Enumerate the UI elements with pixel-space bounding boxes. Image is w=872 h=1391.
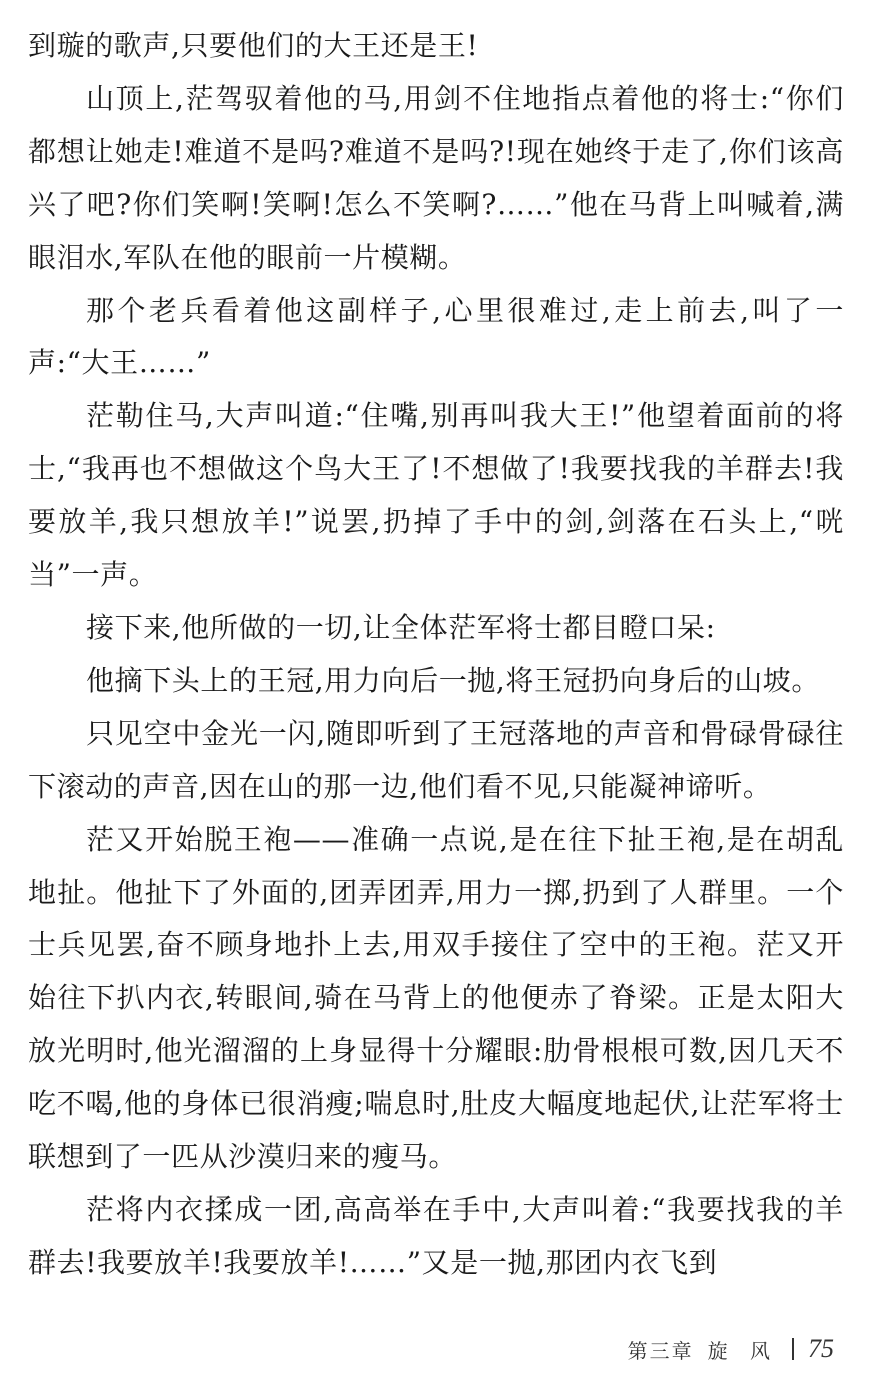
page-number: 75 <box>808 1334 834 1363</box>
paragraph: 到璇的歌声,只要他们的大王还是王! <box>28 29 479 62</box>
paragraph: 那个老兵看着他这副样子,心里很难过,走上前去,叫了一声:“大王……” <box>28 293 844 380</box>
chapter-title: 旋 风 <box>707 1338 778 1363</box>
body-text <box>28 20 844 1290</box>
page-footer <box>628 1334 834 1364</box>
paragraph: 只见空中金光一闪,随即听到了王冠落地的声音和骨碌骨碌往下滚动的声音,因在山的那一边,他们看不见,只能凝神谛听。 <box>28 716 844 803</box>
paragraph: 他摘下头上的王冠,用力向后一抛,将王冠扔向身后的山坡。 <box>86 663 821 697</box>
chapter-label: 第三章 <box>627 1338 694 1363</box>
paragraph: 接下来,他所做的一切,让全体茫军将士都目瞪口呆: <box>86 610 716 644</box>
paragraph: 茫将内衣揉成一团,高高举在手中,大声叫着:“我要找我的羊群去!我要放羊!我要放羊!……”又是一抛,那团内衣飞到 <box>28 1192 844 1279</box>
paragraph: 山顶上,茫驾驭着他的马,用剑不住地指点着他的将士:“你们都想让她走!难道不是吗?难道不是吗?!现在她终于走了,你们该高兴了吧?你们笑啊!笑啊!怎么不笑啊?……”他在马背上叫喊着,满眼泪水,军队在他的眼前一片模糊。 <box>28 81 844 274</box>
footer-divider <box>792 1338 794 1360</box>
paragraph: 茫勒住马,大声叫道:“住嘴,别再叫我大王!”他望着面前的将士,“我再也不想做这个鸟大王了!不想做了!我要找我的羊群去!我要放羊,我只想放羊!”说罢,扔掉了手中的剑,剑落在石头上,“咣当”一声。 <box>28 399 844 592</box>
paragraph: 茫又开始脱王袍——准确一点说,是在往下扯王袍,是在胡乱地扯。他扯下了外面的,团弄团弄,用力一掷,扔到了人群里。一个士兵见罢,奋不顾身地扑上去,用双手接住了空中的王袍。茫又开始往下扒内衣,转眼间,骑在马背上的他便赤了脊梁。正是太阳大放光明时,他光溜溜的上身显得十分耀眼:肋骨根根可数,因几天不吃不喝,他的身体已很消瘦;喘息时,肚皮大幅度地起伏,让茫军将士联想到了一匹从沙漠归来的瘦马。 <box>28 822 844 1174</box>
